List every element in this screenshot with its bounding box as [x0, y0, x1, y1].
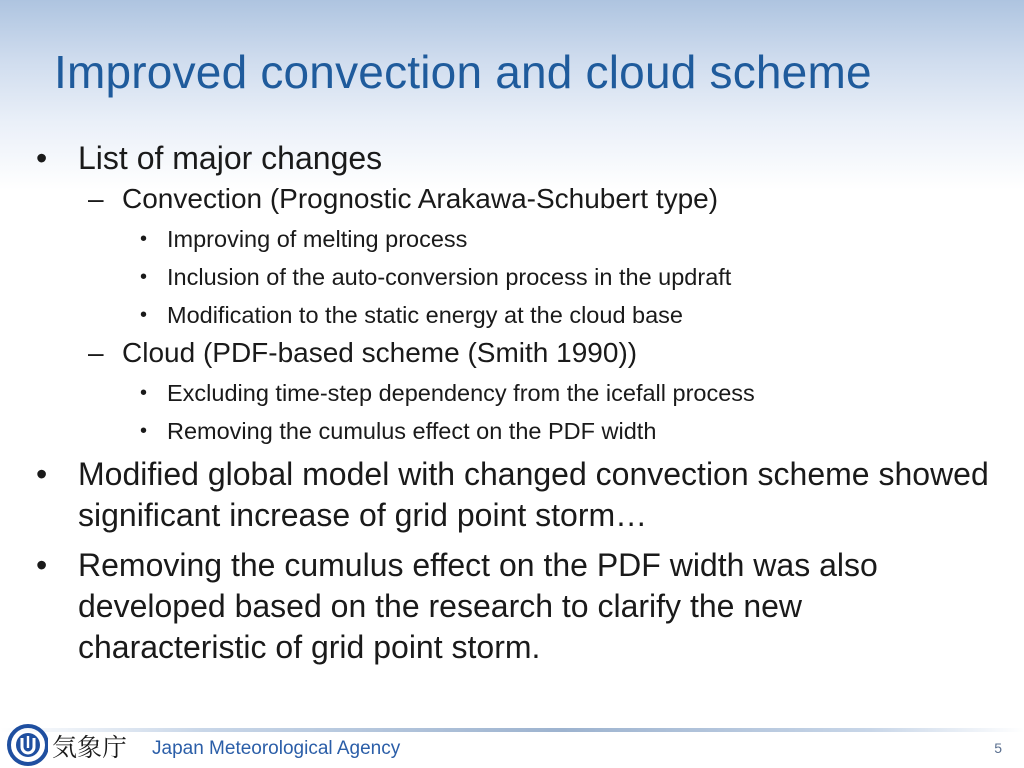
bullet-marker: •	[140, 228, 148, 250]
sub-sub-bullet-text: Excluding time-step dependency from the icefall process	[167, 380, 755, 406]
bullet-marker: •	[36, 456, 48, 492]
bullet-modified-model	[30, 454, 990, 536]
slide-content	[30, 138, 990, 677]
sub-sub-bullet-text: Inclusion of the auto-conversion process in the updraft	[167, 264, 732, 290]
sub-bullet-convection	[30, 180, 990, 218]
footer-divider	[0, 728, 1024, 732]
sub-bullet-text: Cloud (PDF-based scheme (Smith 1990))	[122, 337, 638, 368]
sub-sub-bullet	[30, 258, 990, 296]
bullet-text: Removing the cumulus effect on the PDF width was also developed based on the research to clarify the new characteristic of grid point storm.	[78, 547, 878, 665]
slide-title: Improved convection and cloud scheme	[54, 46, 872, 98]
bullet-major-changes	[30, 138, 990, 178]
bullet-marker: •	[36, 547, 48, 583]
sub-bullet-text: Convection (Prognostic Arakawa-Schubert type)	[122, 183, 719, 214]
sub-sub-bullet	[30, 296, 990, 334]
jma-logo-icon	[4, 722, 48, 766]
bullet-marker: •	[140, 420, 148, 442]
sub-sub-bullet-text: Improving of melting process	[167, 226, 468, 252]
bullet-marker: •	[140, 266, 148, 288]
sub-sub-bullet	[30, 374, 990, 412]
bullet-text: List of major changes	[78, 140, 383, 176]
sub-sub-bullet	[30, 220, 990, 258]
dash-marker: –	[88, 337, 104, 368]
sub-sub-bullet-text: Removing the cumulus effect on the PDF width	[167, 418, 657, 444]
agency-name: Japan Meteorological Agency	[152, 738, 401, 759]
bullet-text: Modified global model with changed convection scheme showed significant increase of grid point storm…	[78, 456, 989, 533]
bullet-marker: •	[140, 304, 148, 326]
sub-sub-bullet-text: Modification to the static energy at the cloud base	[167, 302, 684, 328]
page-number: 5	[994, 740, 1002, 756]
sub-bullet-cloud	[30, 334, 990, 372]
bullet-marker: •	[140, 382, 148, 404]
agency-kanji-logo: 気象庁	[52, 733, 128, 762]
bullet-marker: •	[36, 140, 48, 176]
bullet-removing-effect	[30, 545, 990, 668]
dash-marker: –	[88, 183, 104, 214]
sub-sub-bullet	[30, 412, 990, 450]
